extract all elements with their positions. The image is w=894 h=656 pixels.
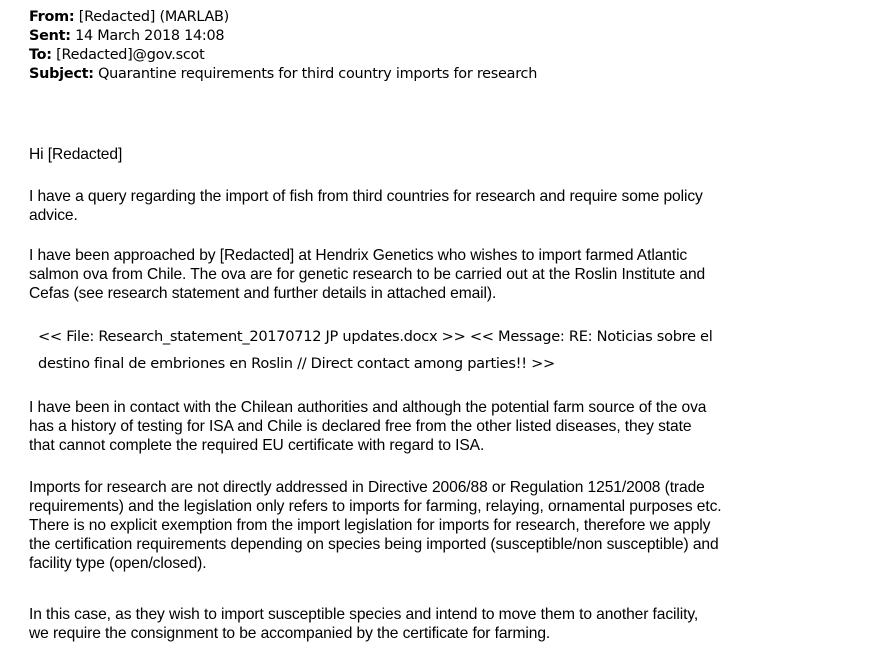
to-value: [Redacted]@gov.scot <box>51 47 205 63</box>
paragraph-line: advice. <box>29 207 78 224</box>
subject-value: Quarantine requirements for third country imports for research <box>93 66 538 82</box>
paragraph-line: Cefas (see research statement and further details in attached email). <box>29 285 497 302</box>
paragraph-line: In this case, as they wish to import susceptible species and intend to move them to another facility, <box>29 606 699 623</box>
to-row <box>29 46 537 65</box>
greeting <box>29 145 859 164</box>
sent-value: 14 March 2018 14:08 <box>70 28 225 44</box>
paragraph-line: requirements) and the legislation only refers to imports for farming, relaying, ornamental purposes etc. <box>29 498 722 515</box>
paragraph-line: salmon ova from Chile. The ova are for genetic research to be carried out at the Roslin Institute and <box>29 266 706 283</box>
paragraph-line: I have been approached by [Redacted] at Hendrix Genetics who wishes to import farmed Atlantic <box>29 247 688 264</box>
paragraph-legislation <box>29 478 859 573</box>
email-header <box>29 8 537 84</box>
greeting-line: Hi [Redacted] <box>29 146 123 163</box>
paragraph-line: the certification requirements depending on species being imported (susceptible/non susceptible) and <box>29 536 719 553</box>
paragraph-line: we require the consignment to be accompanied by the certificate for farming. <box>29 625 551 642</box>
sent-label: Sent: <box>29 28 71 44</box>
paragraph-line: that cannot complete the required EU certificate with regard to ISA. <box>29 437 485 454</box>
paragraph-line: I have a query regarding the import of fish from third countries for research and require some policy <box>29 188 703 205</box>
from-row <box>29 8 537 27</box>
attachment-line[interactable]: << File: Research_statement_20170712 JP updates.docx >> << Message: RE: Noticias sobre el <box>38 328 713 345</box>
paragraph-chile <box>29 398 859 455</box>
from-label: From: <box>29 9 75 25</box>
subject-label: Subject: <box>29 66 94 82</box>
subject-row <box>29 65 537 84</box>
paragraph-line: facility type (open/closed). <box>29 555 207 572</box>
paragraph-line: I have been in contact with the Chilean authorities and although the potential farm source of the ova <box>29 399 707 416</box>
attachments <box>38 323 868 377</box>
sent-row <box>29 27 537 46</box>
paragraph-requirement <box>29 605 859 643</box>
attachment-line[interactable]: destino final de embriones en Roslin // Direct contact among parties!! >> <box>38 355 555 372</box>
paragraph-query <box>29 187 859 225</box>
paragraph-line: Imports for research are not directly addressed in Directive 2006/88 or Regulation 1251/2008 (trade <box>29 479 705 496</box>
from-value: [Redacted] (MARLAB) <box>74 9 230 25</box>
paragraph-approach <box>29 246 859 303</box>
paragraph-line: has a history of testing for ISA and Chile is declared free from the other listed diseases, they state <box>29 418 692 435</box>
paragraph-line: There is no explicit exemption from the import legislation for imports for research, therefore we apply <box>29 517 711 534</box>
to-label: To: <box>29 47 52 63</box>
